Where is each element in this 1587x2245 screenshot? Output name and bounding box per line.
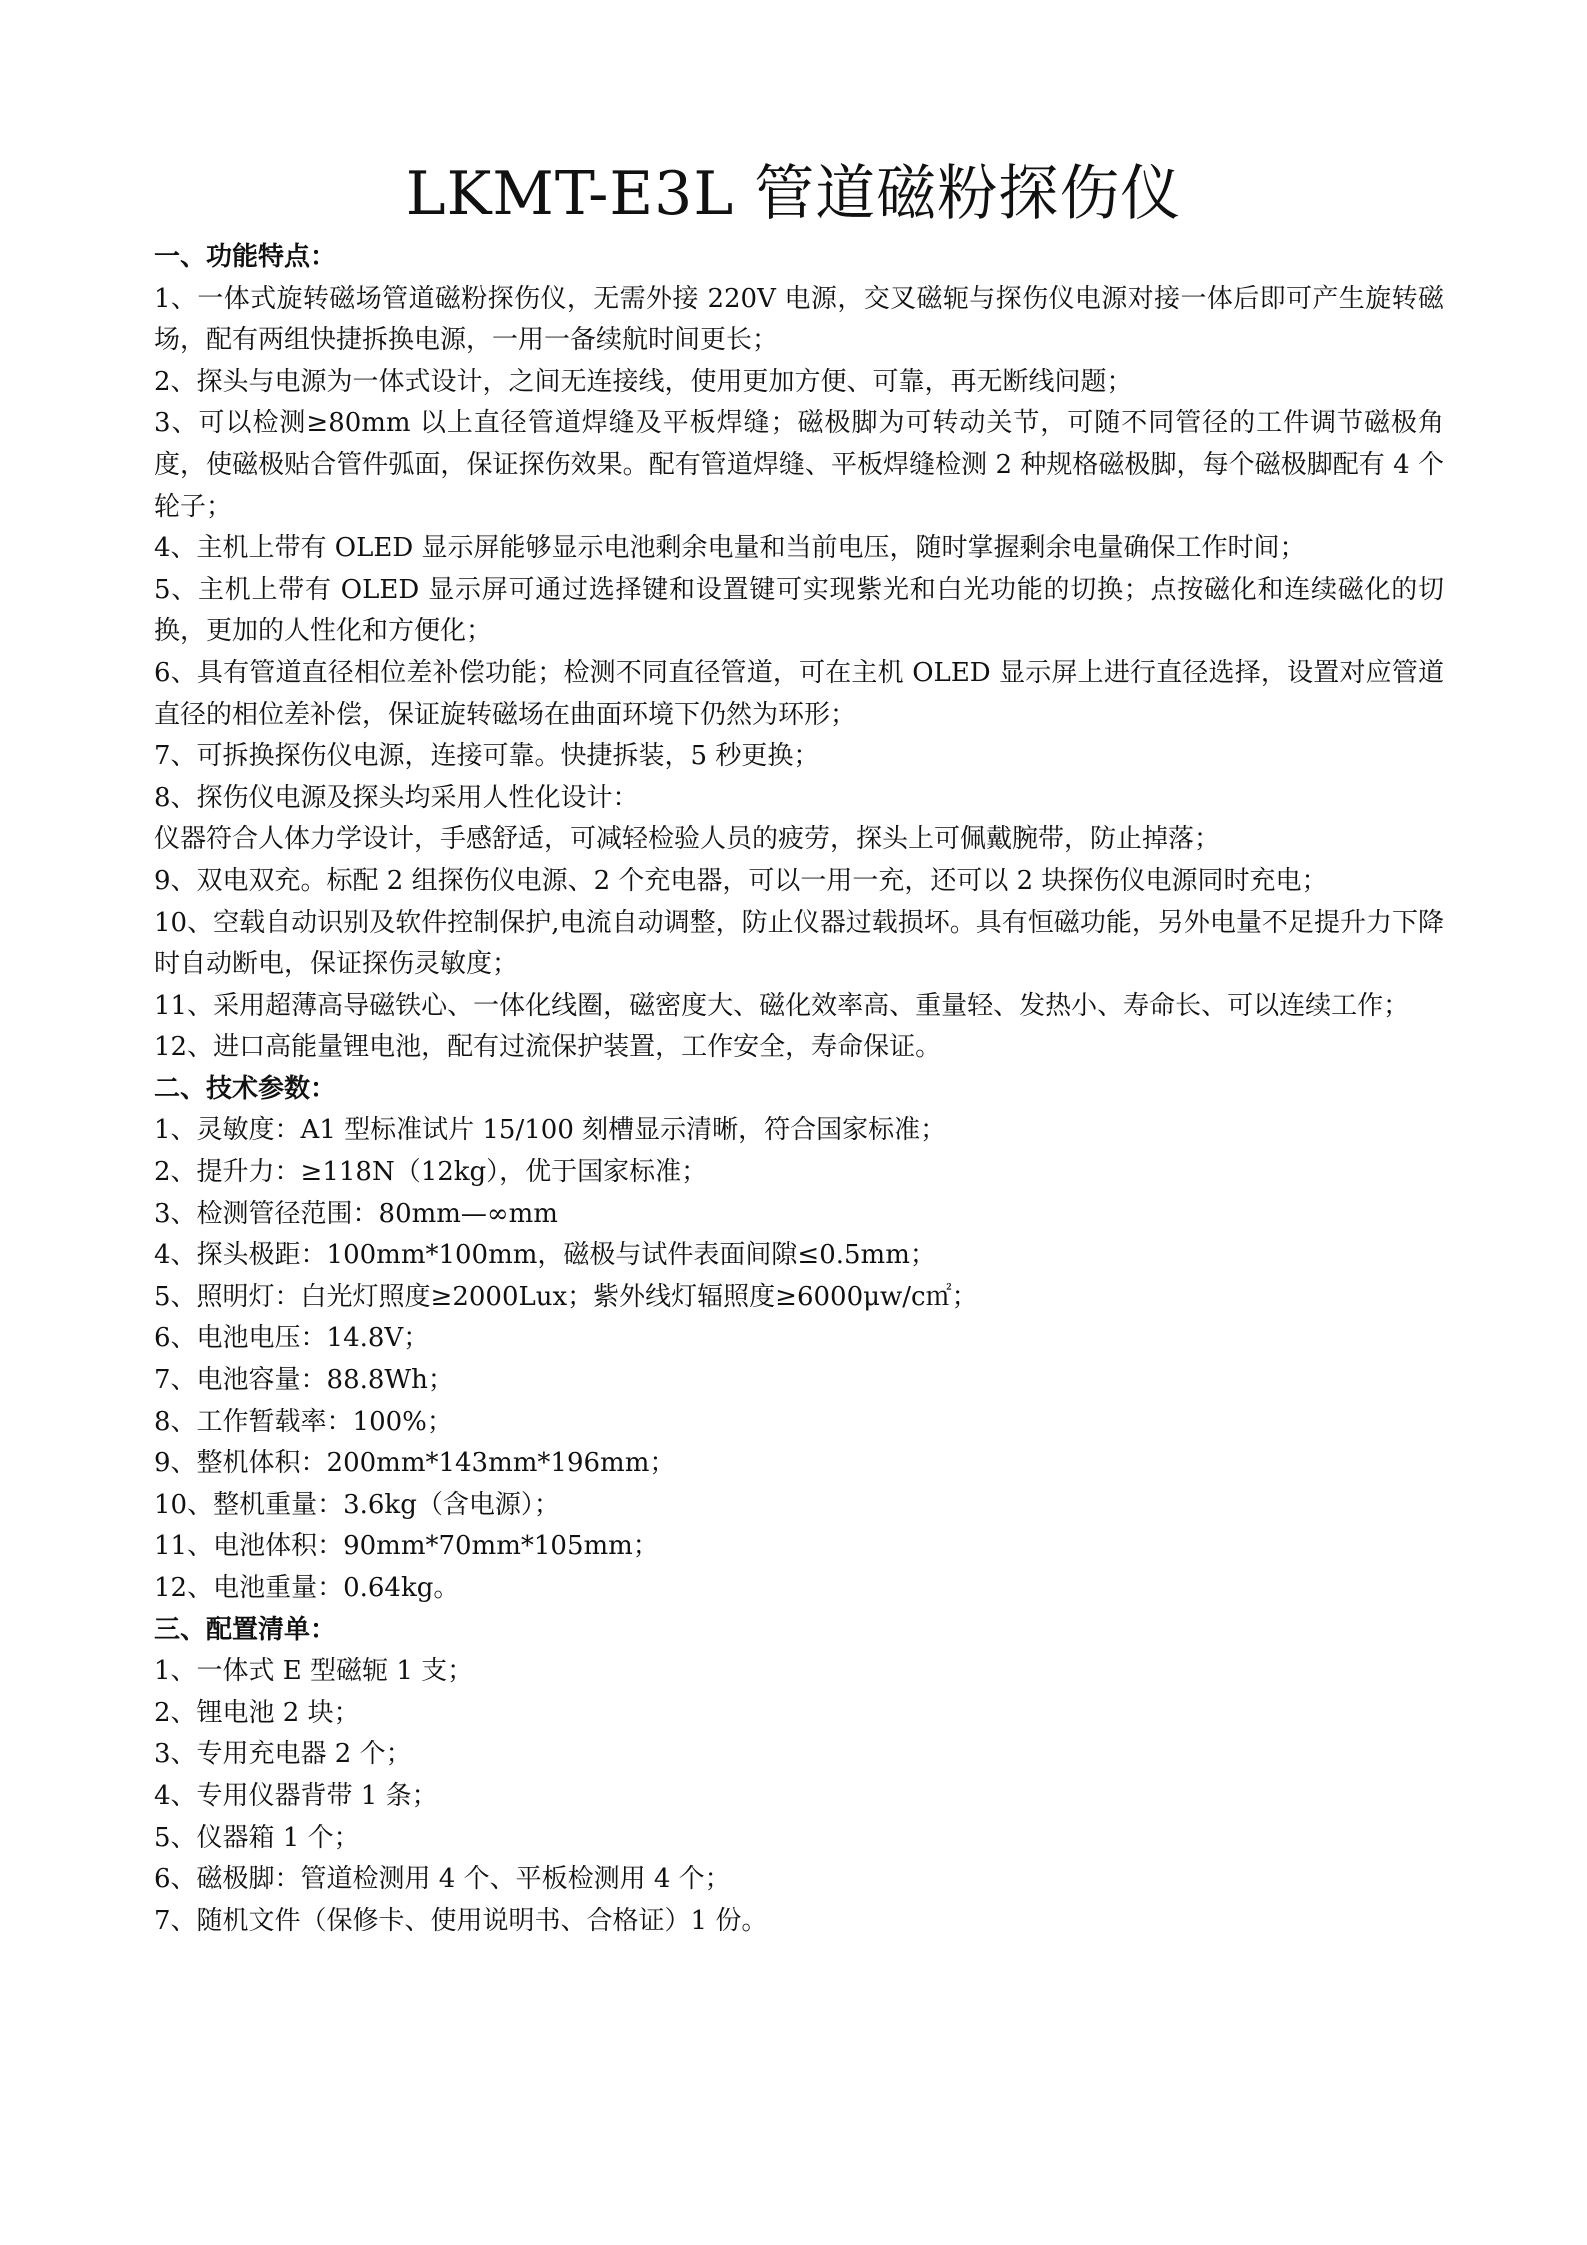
- package-item: 2、锂电池 2 块；: [154, 1697, 360, 1728]
- spec-item: 4、探头极距：100mm*100mm，磁极与试件表面间隙≤0.5mm；: [154, 1240, 936, 1271]
- feature-item: 9、双电双充。标配 2 组探伤仪电源、2 个充电器，可以一用一充，还可以 2 块探伤仪电源同时充电；: [154, 865, 1328, 896]
- feature-item: 11、采用超薄高导磁铁心、一体化线圈，磁密度大、磁化效率高、重量轻、发热小、寿命长、可以连续工作；: [154, 990, 1410, 1021]
- spec-item: 5、照明灯：白光灯照度≥2000Lux；紫外线灯辐照度≥6000μw/c㎡；: [154, 1281, 978, 1312]
- spec-item: 10、整机重量：3.6kg（含电源）；: [154, 1489, 560, 1520]
- spec-item: 7、电池容量：88.8Wh；: [154, 1365, 454, 1396]
- spec-item: 6、电池电压：14.8V；: [154, 1323, 430, 1354]
- spec-item: 1、灵敏度：A1 型标准试片 15/100 刻槽显示清晰，符合国家标准；: [154, 1115, 947, 1146]
- spec-item: 8、工作暂载率：100%；: [154, 1406, 453, 1437]
- spec-item: 11、电池体积：90mm*70mm*105mm；: [154, 1531, 659, 1562]
- document-body: [154, 237, 1444, 1942]
- feature-item: 12、进口高能量锂电池，配有过流保护装置，工作安全，寿命保证。: [154, 1032, 942, 1063]
- feature-item: 10、空载自动识别及软件控制保护,电流自动调整，防止仪器过载损坏。具有恒磁功能，另外电量不足提升力下降时自动断电，保证探伤灵敏度；: [154, 907, 1444, 980]
- package-item: 4、专用仪器背带 1 条；: [154, 1780, 438, 1811]
- section-heading-package-list: 三、配置清单：: [154, 1614, 337, 1645]
- feature-item: 6、具有管道直径相位差补偿功能；检测不同直径管道，可在主机 OLED 显示屏上进行直径选择，设置对应管道直径的相位差补偿，保证旋转磁场在曲面环境下仍然为环形；: [154, 657, 1444, 730]
- feature-item: 4、主机上带有 OLED 显示屏能够显示电池剩余电量和当前电压，随时掌握剩余电量确保工作时间；: [154, 533, 1306, 564]
- spec-item: 2、提升力：≥118N（12kg），优于国家标准；: [154, 1157, 708, 1188]
- package-item: 5、仪器箱 1 个；: [154, 1822, 360, 1853]
- package-item: 1、一体式 E 型磁轭 1 支；: [154, 1656, 474, 1687]
- feature-item: 8、探伤仪电源及探头均采用人性化设计：: [154, 782, 639, 813]
- section-heading-features: 一、功能特点：: [154, 242, 337, 272]
- feature-item: 1、一体式旋转磁场管道磁粉探伤仪，无需外接 220V 电源，交叉磁轭与探伤仪电源对接一体后即可产生旋转磁场，配有两组快捷拆换电源，一用一备续航时间更长；: [154, 283, 1444, 356]
- spec-item: 3、检测管径范围：80mm—∞mm: [154, 1198, 558, 1229]
- feature-item: 5、主机上带有 OLED 显示屏可通过选择键和设置键可实现紫光和白光功能的切换；点按磁化和连续磁化的切换，更加的人性化和方便化；: [154, 574, 1444, 647]
- spec-item: 9、整机体积：200mm*143mm*196mm；: [154, 1448, 676, 1479]
- feature-item: 2、探头与电源为一体式设计，之间无连接线，使用更加方便、可靠，再无断线问题；: [154, 366, 1133, 397]
- package-item: 6、磁极脚：管道检测用 4 个、平板检测用 4 个；: [154, 1864, 731, 1895]
- feature-item: 3、可以检测≥80mm 以上直径管道焊缝及平板焊缝；磁极脚为可转动关节，可随不同管径的工件调节磁极角度，使磁极贴合管件弧面，保证探伤效果。配有管道焊缝、平板焊缝检测 2 种规格磁极脚，每个磁极脚配有 4 个轮子；: [154, 408, 1444, 522]
- feature-item: 仪器符合人体力学设计，手感舒适，可减轻检验人员的疲劳，探头上可佩戴腕带，防止掉落；: [154, 824, 1221, 855]
- section-heading-specs: 二、技术参数：: [154, 1073, 337, 1104]
- feature-item: 7、可拆换探伤仪电源，连接可靠。快捷拆装，5 秒更换；: [154, 741, 820, 772]
- document-title: LKMT-E3L 管道磁粉探伤仪: [405, 159, 1182, 229]
- package-item: 7、随机文件（保修卡、使用说明书、合格证）1 份。: [154, 1905, 768, 1936]
- package-item: 3、专用充电器 2 个；: [154, 1739, 412, 1770]
- spec-item: 12、电池重量：0.64kg。: [154, 1573, 460, 1603]
